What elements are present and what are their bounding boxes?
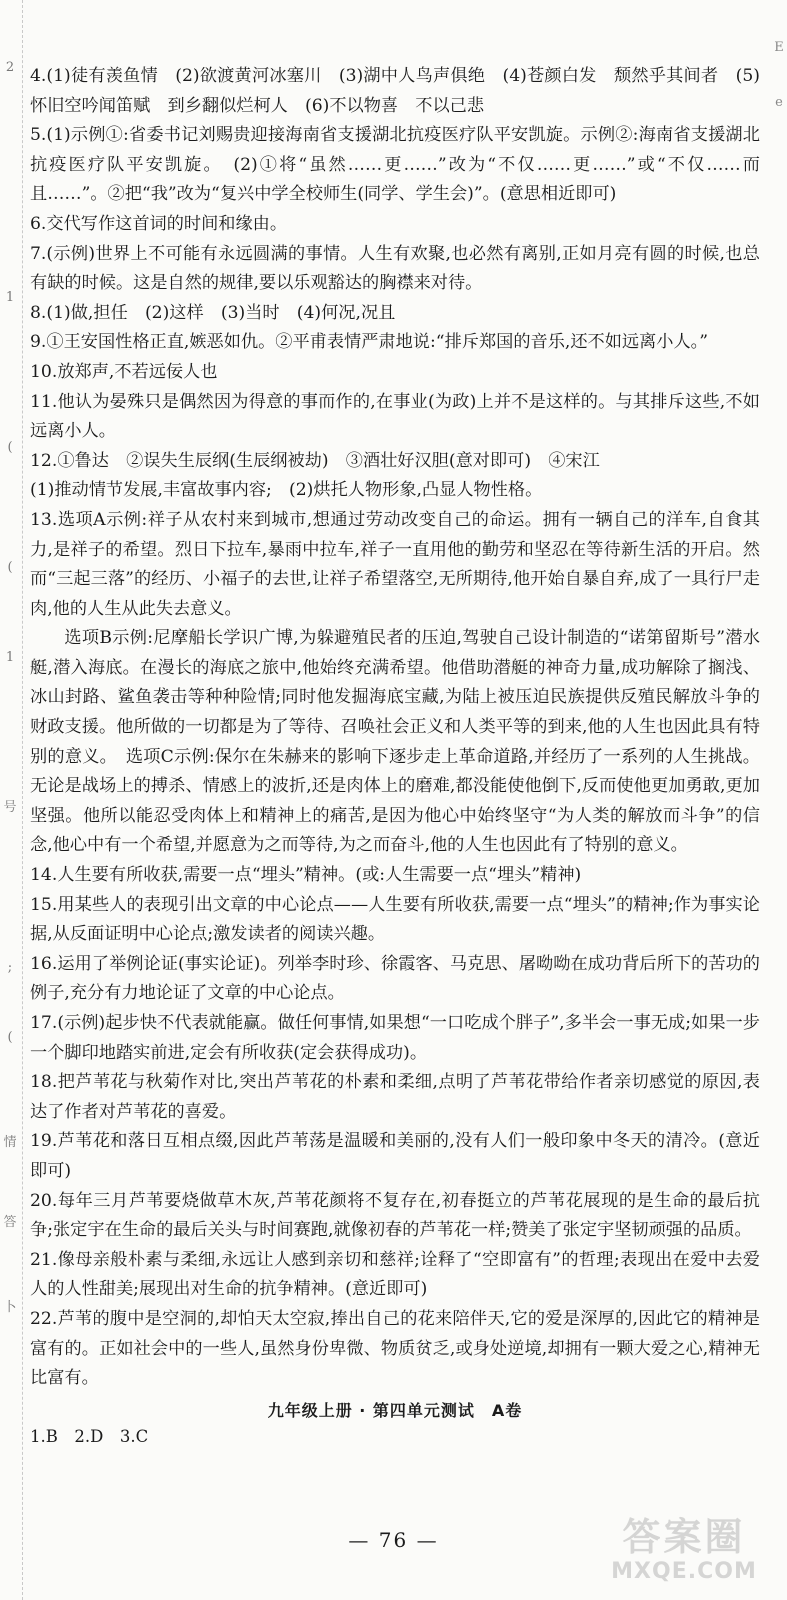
margin-mark: ( bbox=[7, 560, 13, 575]
answer-22: 22.芦苇的腹中是空洞的,却怕天太空寂,捧出自己的花来陪伴天,它的爱是深厚的,因此它的精神是富有的。正如社会中的一些人,虽然身份卑微、物质贫乏,或身处逆境,却拥有一颗大爱之心,精神无比富有。 bbox=[30, 1308, 760, 1389]
margin-mark: ( bbox=[7, 440, 13, 455]
answer-15: 15.用某些人的表现引出文章的中心论点——人生要有所收获,需要一点“埋头”的精神;作为事实论据,从反面证明中心论点;激发读者的阅读兴趣。 bbox=[30, 894, 760, 945]
answer-12-sub: (1)推动情节发展,丰富故事内容; (2)烘托人物形象,凸显人物性格。 bbox=[30, 480, 543, 501]
answer-13-option-a: 13.选项A示例:祥子从农村来到城市,想通过劳动改变自己的命运。拥有一辆自己的洋车,自食其力,是祥子的希望。烈日下拉车,暴雨中拉车,祥子一直用他的勤劳和坚忍在等待新生活的开启。然而“三起三落”的经历、小福子的去世,让祥子希望落空,无所期待,他开始自暴自弃,成了一具行尸走肉,他的人生从此失去意义。 bbox=[30, 509, 760, 619]
answer-4: 4.(1)徒有羡鱼情 (2)欲渡黄河冰塞川 (3)湖中人鸟声俱绝 (4)苍颜白发 颓然乎其间者 (5)怀旧空吟闻笛赋 到乡翻似烂柯人 (6)不以物喜 不以己悲 bbox=[30, 66, 760, 116]
right-margin-mark: e bbox=[775, 95, 783, 110]
section-title: 九年级上册 · 第四单元测试 A卷 bbox=[267, 1400, 523, 1420]
choice-answers: 1.B 2.D 3.C bbox=[30, 1426, 149, 1446]
right-edge-marks bbox=[771, 0, 787, 320]
watermark-subtitle: MXQE.COM bbox=[611, 1559, 757, 1584]
margin-mark: 2 bbox=[5, 60, 15, 75]
watermark-logo bbox=[609, 1515, 759, 1591]
answer-14: 14.人生要有所收获,需要一点“埋头”精神。(或:人生需要一点“埋头”精神) bbox=[30, 865, 582, 886]
margin-mark: ( bbox=[7, 1030, 13, 1045]
margin-mark: 情 bbox=[3, 1135, 17, 1150]
answer-13-options-b-c: 选项B示例:尼摩船长学识广博,为躲避殖民者的压迫,驾驶自己设计制造的“诺第留斯号”潜水艇,潜入海底。在漫长的海底之旅中,他始终充满希望。他借助潜艇的神奇力量,成功解除了搁浅、冰山封路、鲨鱼袭击等种种险情;同时他发掘海底宝藏,为陆上被压迫民族提供反殖民解放斗争的财政支援。他所做的一切都是为了等待、召唤社会正义和人类平等的到来,他的人生也因此具有特别的意义。 选项C示例:保尔在朱赫来的影响下逐步走上革命道路,并经历了一系列的人生挑战。无论是战场上的搏杀、情感上的波折,还是肉体上的磨难,都没能使他倒下,反而使他更加勇敢,更加坚强。他所以能忍受肉体上和精神上的痛苦,是因为他心中始终坚守“为人类的解放而斗争”的信念,他心中有一个希望,并愿意为之而等待,为之而奋斗,他的人生也因此有了特别的意义。 bbox=[30, 628, 760, 856]
answer-17: 17.(示例)起步快不代表就能赢。做任何事情,如果想“一口吃成个胖子”,多半会一事无成;如果一步一个脚印地踏实前进,定会有所收获(定会获得成功)。 bbox=[30, 1013, 760, 1063]
answer-10: 10.放郑声,不若远佞人也 bbox=[30, 361, 218, 382]
binding-margin bbox=[0, 0, 23, 1600]
answer-9: 9.①王安国性格正直,嫉恶如仇。②平甫表情严肃地说:“排斥郑国的音乐,还不如远离小人。” bbox=[30, 332, 709, 353]
margin-mark: 答 bbox=[3, 1215, 17, 1230]
margin-mark: 1 bbox=[5, 650, 15, 665]
margin-mark: 1 bbox=[5, 290, 15, 305]
answer-21: 21.像母亲般朴素与柔细,永远让人感到亲切和慈祥;诠释了“空即富有”的哲理;表现出在爱中去爱人的人性甜美;展现出对生命的抗争精神。(意近即可) bbox=[30, 1249, 760, 1300]
answer-20: 20.每年三月芦苇要烧做草木灰,芦苇花颜将不复存在,初春挺立的芦苇花展现的是生命的最后抗争;张定宇在生命的最后关头与时间赛跑,就像初春的芦苇花一样;赞美了张定宇坚韧顽强的品质。 bbox=[30, 1190, 760, 1241]
answer-11: 11.他认为晏殊只是偶然因为得意的事而作的,在事业(为政)上并不是这样的。与其排斥这些,不如远离小人。 bbox=[30, 391, 760, 442]
answer-6: 6.交代写作这首词的时间和缘由。 bbox=[30, 213, 288, 234]
page-number: — 76 — bbox=[348, 1528, 439, 1552]
answer-5: 5.(1)示例①:省委书记刘赐贵迎接海南省支援湖北抗疫医疗队平安凯旋。示例②:海南省支援湖北抗疫医疗队平安凯旋。 (2)①将“虽然……更……”改为“不仅……更……”或“不仅……而且……”。②把“我”改为“复兴中学全校师生(同学、学生会)”。(意思相近即可) bbox=[30, 125, 760, 205]
margin-mark: 卜 bbox=[3, 1300, 17, 1315]
watermark-title: 答案圈 bbox=[622, 1515, 746, 1559]
answer-18: 18.把芦苇花与秋菊作对比,突出芦苇花的朴素和柔细,点明了芦苇花带给作者亲切感觉的原因,表达了作者对芦苇花的喜爱。 bbox=[30, 1072, 760, 1122]
answer-16: 16.运用了举例论证(事实论证)。列举李时珍、徐霞客、马克思、屠呦呦在成功背后所下的苦功的例子,充分有力地论证了文章的中心论点。 bbox=[30, 953, 760, 1004]
right-margin-mark: E bbox=[774, 40, 784, 55]
margin-mark: 号 bbox=[3, 800, 17, 815]
answer-content bbox=[30, 62, 760, 1451]
answer-8: 8.(1)做,担任 (2)这样 (3)当时 (4)何况,况且 bbox=[30, 302, 396, 323]
margin-mark: ; bbox=[7, 960, 13, 975]
answer-12: 12.①鲁达 ②误失生辰纲(生辰纲被劫) ③酒壮好汉胆(意对即可) ④宋江 bbox=[30, 450, 600, 471]
answer-19: 19.芦苇花和落日互相点缀,因此芦苇荡是温暖和美丽的,没有人们一般印象中冬天的清冷。(意近即可) bbox=[30, 1131, 760, 1181]
answer-7: 7.(示例)世界上不可能有永远圆满的事情。人生有欢聚,也必然有离别,正如月亮有圆的时候,也总有缺的时候。这是自然的规律,要以乐观豁达的胸襟来对待。 bbox=[30, 243, 760, 294]
